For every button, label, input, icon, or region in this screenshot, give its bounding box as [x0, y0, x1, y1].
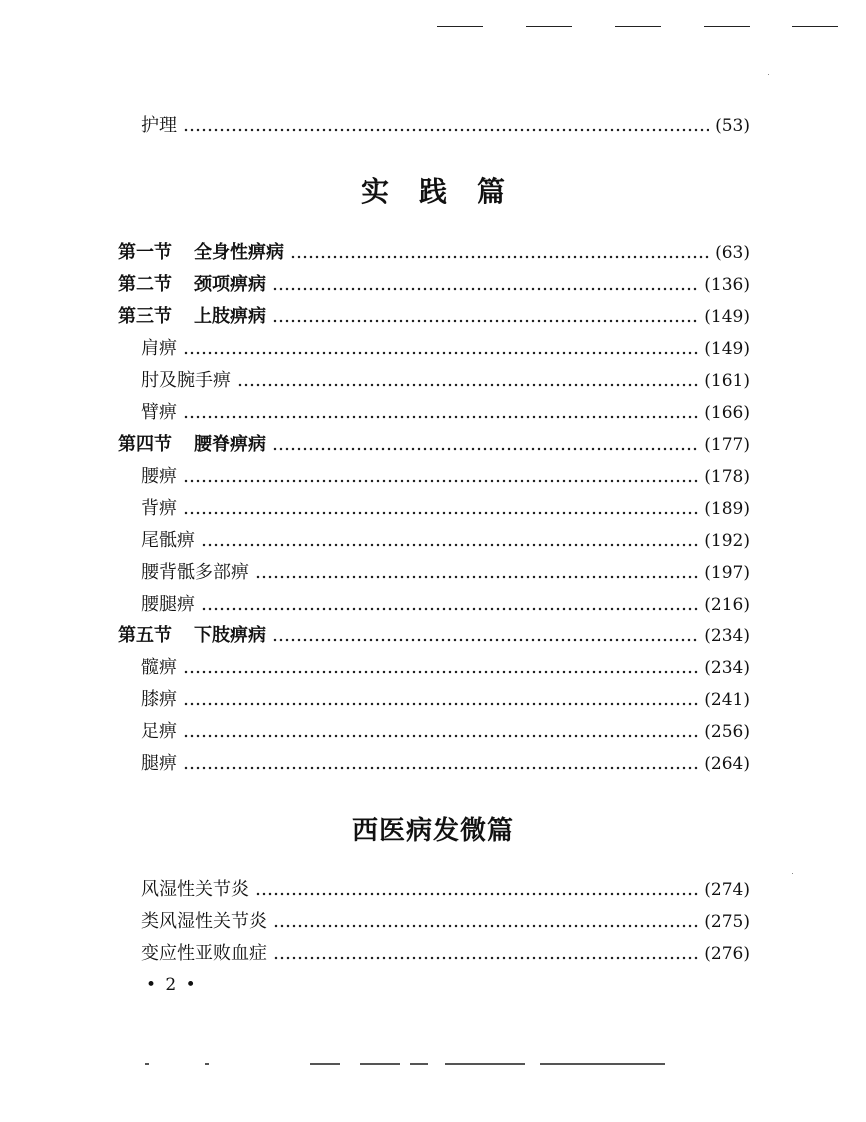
toc-entry-page: (234) — [704, 626, 750, 646]
scan-artifact — [410, 1063, 428, 1065]
scan-artifact — [310, 1063, 340, 1065]
leader-dots — [183, 128, 709, 132]
leader-dots — [183, 511, 698, 515]
toc-entry[interactable] — [141, 366, 750, 396]
toc-entry-page: (274) — [704, 880, 750, 900]
toc-entry-number: 第五节 — [118, 625, 172, 646]
scan-speck — [768, 74, 769, 75]
header-rule — [704, 26, 750, 27]
header-rule — [526, 26, 572, 27]
toc-entry-label: 肩痹 — [141, 338, 177, 359]
leader-dots — [272, 638, 698, 642]
toc-entry-page: (161) — [704, 371, 750, 391]
toc-entry[interactable] — [141, 590, 750, 620]
scan-speck — [792, 873, 793, 874]
toc-entry-label: 类风湿性关节炎 — [141, 911, 267, 932]
toc-entry[interactable] — [141, 398, 750, 428]
leader-dots — [273, 924, 698, 928]
toc-entry-label: 下肢痹病 — [194, 625, 266, 646]
leader-dots — [183, 670, 698, 674]
toc-entry-label: 风湿性关节炎 — [141, 879, 249, 900]
toc-entry-number: 第一节 — [118, 242, 172, 263]
leader-dots — [201, 543, 698, 547]
header-rule — [792, 26, 838, 27]
leader-dots — [183, 351, 698, 355]
leader-dots — [273, 956, 698, 960]
toc-entry-number: 第二节 — [118, 274, 172, 295]
toc-entry-label: 腰腿痹 — [141, 594, 195, 615]
toc-entry-top[interactable] — [141, 111, 750, 141]
leader-dots — [255, 892, 698, 896]
header-rule — [437, 26, 483, 27]
toc-entry-page: (234) — [704, 658, 750, 678]
toc-entry-page: (177) — [704, 435, 750, 455]
toc-entry-label: 全身性痹病 — [194, 242, 284, 263]
section-heading-western: 西医病发微篇 — [351, 816, 514, 846]
toc-entry-label: 膝痹 — [141, 689, 177, 710]
toc-entry-page: (178) — [704, 467, 750, 487]
toc-entry-page: (275) — [704, 912, 750, 932]
toc-entry-label: 腰脊痹病 — [194, 434, 266, 455]
toc-entry-label: 肘及腕手痹 — [141, 370, 231, 391]
toc-entry[interactable] — [141, 749, 750, 779]
leader-dots — [272, 447, 698, 451]
toc-entry-page: (136) — [704, 275, 750, 295]
toc-entry-label: 背痹 — [141, 498, 177, 519]
toc-entry-label: 腰背骶多部痹 — [141, 562, 249, 583]
leader-dots — [272, 319, 698, 323]
toc-entry-label: 臂痹 — [141, 402, 177, 423]
toc-entry-page: (241) — [704, 690, 750, 710]
leader-dots — [237, 383, 698, 387]
leader-dots — [290, 255, 709, 259]
header-rule — [615, 26, 661, 27]
toc-entry[interactable] — [141, 717, 750, 747]
toc-entry-label: 髋痹 — [141, 657, 177, 678]
toc-entry-page: (197) — [704, 563, 750, 583]
toc-entry[interactable] — [118, 270, 750, 300]
toc-entry[interactable] — [141, 875, 750, 905]
toc-entry-label: 颈项痹病 — [194, 274, 266, 295]
leader-dots — [183, 702, 698, 706]
page-number: • 2 • — [146, 975, 198, 995]
leader-dots — [272, 287, 698, 291]
leader-dots — [255, 575, 698, 579]
toc-entry[interactable] — [141, 907, 750, 937]
toc-entry-page: (189) — [704, 499, 750, 519]
section-heading-practice: 实践篇 — [360, 175, 535, 208]
toc-entry-label: 上肢痹病 — [194, 306, 266, 327]
toc-entry-label: 足痹 — [141, 721, 177, 742]
toc-entry[interactable] — [141, 494, 750, 524]
toc-entry[interactable] — [118, 302, 750, 332]
leader-dots — [183, 734, 698, 738]
toc-entry[interactable] — [141, 939, 750, 969]
toc-entry-number: 第三节 — [118, 306, 172, 327]
scan-artifact — [205, 1063, 209, 1065]
scan-artifact — [360, 1063, 400, 1065]
toc-entry[interactable] — [141, 653, 750, 683]
leader-dots — [183, 479, 698, 483]
toc-entry-page: (166) — [704, 403, 750, 423]
toc-entry-page: (53) — [715, 116, 750, 136]
toc-entry-page: (276) — [704, 944, 750, 964]
leader-dots — [183, 415, 698, 419]
toc-entry-page: (63) — [715, 243, 750, 263]
toc-entry-page: (256) — [704, 722, 750, 742]
toc-entry[interactable] — [141, 558, 750, 588]
toc-entry[interactable] — [118, 238, 750, 268]
toc-entry-page: (264) — [704, 754, 750, 774]
leader-dots — [201, 607, 698, 611]
leader-dots — [183, 766, 698, 770]
toc-entry[interactable] — [141, 685, 750, 715]
toc-entry-page: (149) — [704, 339, 750, 359]
toc-entry-label: 尾骶痹 — [141, 530, 195, 551]
toc-entry-page: (216) — [704, 595, 750, 615]
toc-entry-page: (192) — [704, 531, 750, 551]
toc-entry[interactable] — [118, 430, 750, 460]
toc-entry[interactable] — [141, 334, 750, 364]
toc-entry[interactable] — [141, 462, 750, 492]
scan-artifact — [445, 1063, 525, 1065]
toc-entry-label: 腿痹 — [141, 753, 177, 774]
toc-entry-label: 护理 — [141, 115, 177, 136]
toc-entry[interactable] — [118, 621, 750, 651]
scan-artifact — [145, 1063, 149, 1065]
toc-entry-label: 腰痹 — [141, 466, 177, 487]
toc-entry-number: 第四节 — [118, 434, 172, 455]
toc-entry-label: 变应性亚败血症 — [141, 943, 267, 964]
scan-artifact — [540, 1063, 665, 1065]
toc-entry-page: (149) — [704, 307, 750, 327]
toc-entry[interactable] — [141, 526, 750, 556]
